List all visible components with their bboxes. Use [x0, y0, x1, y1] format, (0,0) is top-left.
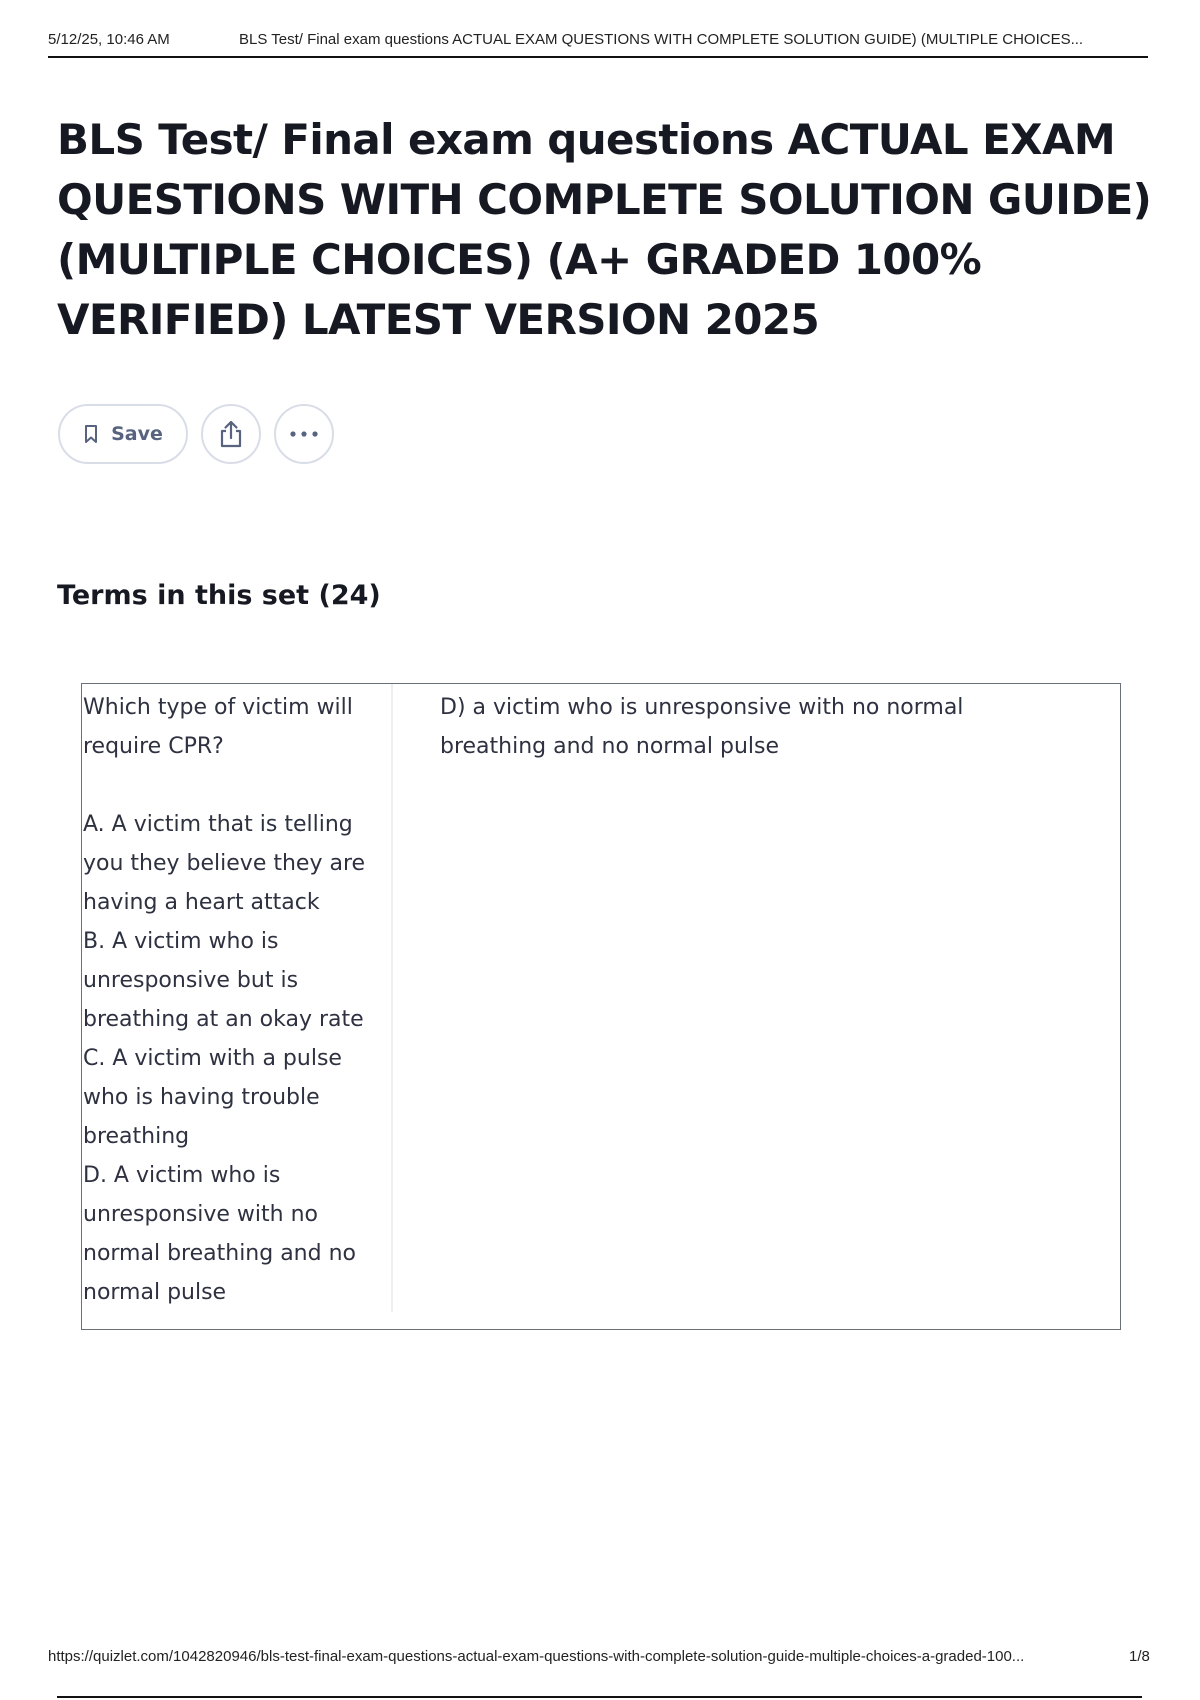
bookmark-icon	[83, 424, 99, 444]
more-icon	[290, 431, 318, 437]
print-document-title: BLS Test/ Final exam questions ACTUAL EXAM QUESTIONS WITH COMPLETE SOLUTION GUIDE) (MULTIPLE CHOICES...	[239, 31, 1084, 48]
print-date: 5/12/25, 10:46 AM	[48, 31, 170, 48]
page-title: BLS Test/ Final exam questions ACTUAL EXAM QUESTIONS WITH COMPLETE SOLUTION GUIDE) (MULTIPLE CHOICES) (A+ GRADED 100% VERIFIED) LATEST VERSION 2025	[57, 115, 1152, 344]
footer-divider	[57, 1696, 1142, 1698]
definition-text: D) a victim who is unresponsive with no normal breathing and no normal pulse	[440, 695, 964, 759]
print-url: https://quizlet.com/1042820946/bls-test-final-exam-questions-actual-exam-questions-with-complete-solution-guide-multiple-choices-a-graded-100...	[48, 1648, 1025, 1665]
share-button[interactable]	[201, 404, 261, 464]
share-icon	[218, 419, 244, 449]
term-card-divider	[391, 684, 393, 1312]
term-card	[81, 683, 1121, 1330]
print-page-number: 1/8	[1129, 1648, 1150, 1665]
print-header	[48, 28, 1148, 58]
more-button[interactable]	[274, 404, 334, 464]
term-text: Which type of victim will require CPR? A. A victim that is telling you they believe they are having a heart attack B. A victim who is unresponsive but is breathing at an okay rate C. A victim with a pulse who is having trouble breathing D. A victim who is unresponsive with no normal breathing and no normal pulse	[83, 695, 366, 1305]
save-button-label: Save	[111, 423, 163, 445]
save-button[interactable]	[58, 404, 188, 464]
terms-heading: Terms in this set (24)	[57, 580, 381, 611]
